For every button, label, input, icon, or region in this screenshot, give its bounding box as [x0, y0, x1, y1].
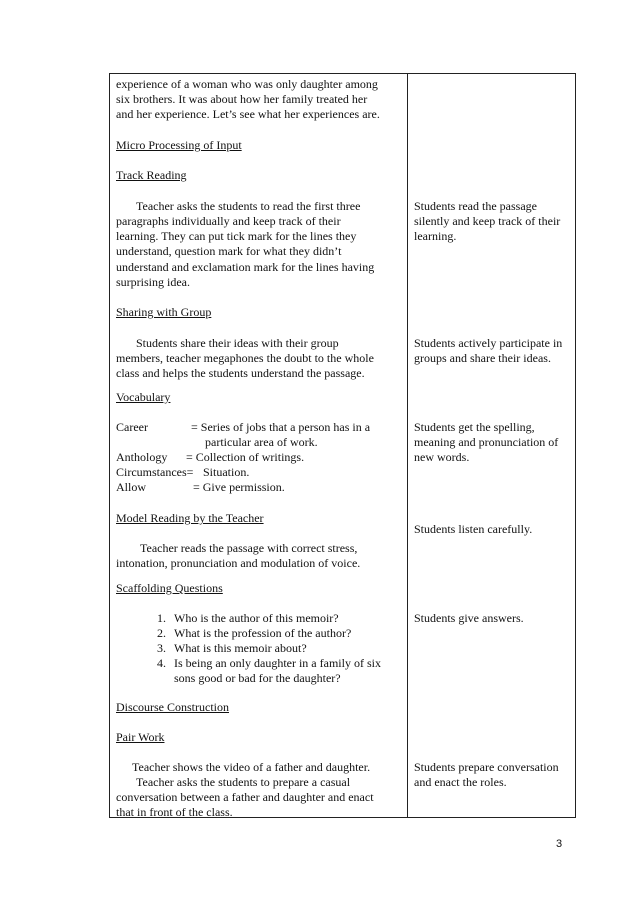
student-activity-cell	[408, 74, 576, 818]
vocabulary-word: Allow	[116, 480, 146, 494]
student-track-reading-line: silently and keep track of their	[414, 214, 561, 228]
model-reading-line: intonation, pronunciation and modulation of voice.	[116, 556, 361, 570]
question-number: 3.	[157, 641, 166, 655]
track-reading-line: Teacher asks the students to read the first three	[136, 199, 361, 213]
student-vocabulary-line: Students get the spelling,	[414, 420, 535, 434]
vocabulary-definition: = Give permission.	[193, 480, 285, 494]
vocabulary-definition: = Collection of writings.	[186, 450, 305, 464]
scaffolding-heading: Scaffolding Questions	[116, 581, 223, 595]
question-number: 4.	[157, 656, 166, 670]
lesson-plan-table	[109, 73, 576, 818]
intro-line: and her experience. Let’s see what her experiences are.	[116, 107, 380, 121]
micro-processing-heading: Micro Processing of Input	[116, 138, 242, 152]
pair-work-line: that in front of the class.	[116, 805, 233, 819]
question-text: What is the profession of the author?	[174, 626, 352, 640]
student-model-reading-line: Students listen carefully.	[414, 522, 533, 536]
intro-line: six brothers. It was about how her family treated her	[116, 92, 368, 106]
question-text: sons good or bad for the daughter?	[174, 671, 341, 685]
discourse-heading: Discourse Construction	[116, 700, 229, 714]
question-text: Is being an only daughter in a family of six	[174, 656, 381, 670]
track-reading-line: learning. They can put tick mark for the lines they	[116, 229, 357, 243]
question-number: 1.	[157, 611, 166, 625]
pair-work-line: Teacher asks the students to prepare a casual	[136, 775, 351, 789]
vocabulary-heading: Vocabulary	[116, 390, 171, 404]
table-row	[110, 74, 576, 818]
question-number: 2.	[157, 626, 166, 640]
vocabulary-word: Circumstances=	[116, 465, 194, 479]
track-reading-line: surprising idea.	[116, 275, 190, 289]
sharing-line: members, teacher megaphones the doubt to the whole	[116, 351, 374, 365]
question-text: What is this memoir about?	[174, 641, 307, 655]
model-reading-line: Teacher reads the passage with correct stress,	[140, 541, 358, 555]
teacher-activity-cell	[110, 74, 408, 818]
sharing-line: class and helps the students understand the passage.	[116, 366, 365, 380]
student-pair-work-line: and enact the roles.	[414, 775, 507, 789]
student-vocabulary-line: meaning and pronunciation of	[414, 435, 559, 449]
model-reading-heading: Model Reading by the Teacher	[116, 511, 264, 525]
student-track-reading-line: Students read the passage	[414, 199, 537, 213]
vocabulary-definition: = Series of jobs that a person has in a	[191, 420, 371, 434]
question-text: Who is the author of this memoir?	[174, 611, 339, 625]
vocabulary-definition: particular area of work.	[205, 435, 318, 449]
student-vocabulary-line: new words.	[414, 450, 470, 464]
student-scaffolding-line: Students give answers.	[414, 611, 524, 625]
track-reading-line: paragraphs individually and keep track of their	[116, 214, 341, 228]
pair-work-line: Teacher shows the video of a father and daughter.	[132, 760, 371, 774]
track-reading-line: understand, question mark for what they didn’t	[116, 244, 342, 258]
sharing-heading: Sharing with Group	[116, 305, 212, 319]
page-number: 3	[556, 838, 563, 850]
track-reading-line: understand and exclamation mark for the lines having	[116, 260, 375, 274]
vocabulary-word: Career	[116, 420, 148, 434]
vocabulary-definition: Situation.	[203, 465, 250, 479]
student-track-reading-line: learning.	[414, 229, 457, 243]
track-reading-heading: Track Reading	[116, 168, 187, 182]
sharing-line: Students share their ideas with their group	[136, 336, 339, 350]
pair-work-heading: Pair Work	[116, 730, 165, 744]
student-pair-work-line: Students prepare conversation	[414, 760, 559, 774]
student-sharing-line: Students actively participate in	[414, 336, 563, 350]
vocabulary-word: Anthology	[116, 450, 168, 464]
intro-line: experience of a woman who was only daughter among	[116, 77, 378, 91]
student-sharing-line: groups and share their ideas.	[414, 351, 551, 365]
pair-work-line: conversation between a father and daughter and enact	[116, 790, 374, 804]
